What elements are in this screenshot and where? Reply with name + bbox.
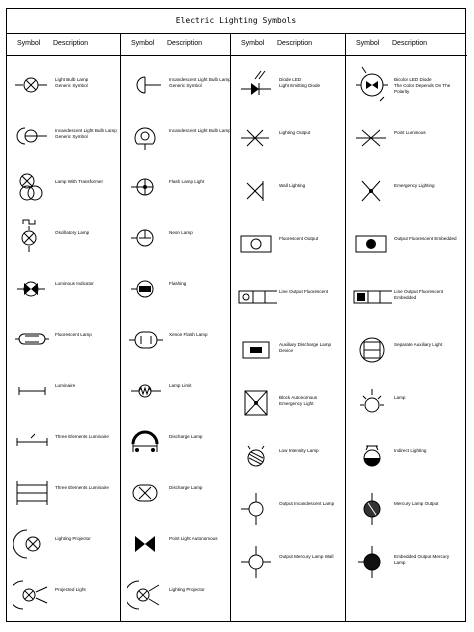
symbols-sheet <box>6 8 466 622</box>
auxiliary-discharge-lamp-device-icon <box>237 330 277 370</box>
symbol-description: Neon Lamp <box>169 230 193 235</box>
xenon-flash-lamp-icon <box>127 320 167 360</box>
symbol-description: Diode LED Light Emitting Diode <box>279 77 321 88</box>
symbol-row <box>231 218 345 269</box>
wall-lighting-icon <box>237 171 277 211</box>
three-elements-luminaire-2-icon <box>13 473 53 513</box>
luminaire-icon <box>13 371 53 411</box>
symbol-header: Symbol <box>131 40 155 47</box>
symbol-row <box>121 212 230 263</box>
output-incandescent-lamp-icon <box>237 489 277 529</box>
oscillatory-lamp-icon <box>13 218 53 258</box>
symbol-row <box>346 536 467 587</box>
symbol-row <box>121 314 230 365</box>
lighting-output-icon <box>237 118 277 158</box>
symbol-row <box>121 518 230 569</box>
symbol-description: Auxiliary Discharge Lamp Device <box>279 342 332 353</box>
symbol-description: Point Luminous <box>394 130 426 135</box>
diode-led-icon <box>237 65 277 105</box>
symbol-description: Indirect Lighting <box>394 448 427 453</box>
symbol-row <box>231 59 345 110</box>
symbol-description: Discharge Lamp <box>169 434 203 439</box>
symbol-row <box>346 218 467 269</box>
projected-light-icon <box>13 575 53 615</box>
description-header: Description <box>277 40 313 47</box>
symbol-row <box>7 416 120 467</box>
symbol-row <box>231 165 345 216</box>
neon-lamp-icon <box>127 218 167 258</box>
separate-auxiliary-light-icon <box>352 330 392 370</box>
bicolor-led-diode-icon <box>352 65 392 105</box>
symbol-row <box>346 430 467 481</box>
embedded-output-mercury-lamp-icon <box>352 542 392 582</box>
flashing-icon <box>127 269 167 309</box>
symbol-row <box>231 112 345 163</box>
symbol-description: Luminaire <box>55 383 76 388</box>
column-header <box>7 33 120 56</box>
symbol-row <box>231 536 345 587</box>
symbol-row <box>7 110 120 161</box>
symbol-description: Mercury Lamp Output <box>394 501 439 506</box>
symbol-description: Embedded Output Mercury Lamp <box>394 554 450 565</box>
mercury-lamp-output-icon <box>352 489 392 529</box>
symbol-description: Separate Auxiliary Light <box>394 342 443 347</box>
symbol-description: Line Output Fluorescent <box>279 289 329 294</box>
incandescent-bulb-lamp-icon <box>127 65 167 105</box>
symbol-description: Output Fluorescent Embedded <box>394 236 457 241</box>
symbol-row <box>7 59 120 110</box>
point-light-autonomous-icon <box>127 524 167 564</box>
symbol-row <box>7 518 120 569</box>
symbol-row <box>346 165 467 216</box>
line-output-fluorescent-icon <box>237 277 277 317</box>
symbol-description: Xenon Flash Lamp <box>169 332 208 337</box>
symbol-description: Line Output Fluorescent Embedded <box>394 289 444 300</box>
symbol-description: Low Intensity Lamp <box>279 448 319 453</box>
symbol-row <box>121 263 230 314</box>
symbol-header: Symbol <box>17 40 41 47</box>
title-text: Electric Lighting Symbols <box>175 16 297 25</box>
symbol-description: Discharge Lamp <box>169 485 203 490</box>
symbol-description: Light Bulb Lamp Generic Symbol <box>55 77 89 88</box>
low-intensity-lamp-icon <box>237 436 277 476</box>
flash-lamp-light-icon <box>127 167 167 207</box>
output-mercury-lamp-wall-icon <box>237 542 277 582</box>
page-title <box>7 9 465 34</box>
symbol-row <box>7 161 120 212</box>
symbol-row <box>231 483 345 534</box>
symbol-row <box>121 110 230 161</box>
symbol-description: Lamp With Transformer <box>55 179 103 184</box>
symbol-description: Output Mercury Lamp Wall <box>279 554 334 559</box>
point-luminous-icon <box>352 118 392 158</box>
symbol-row <box>7 263 120 314</box>
symbol-description: Luminous Indicator <box>55 281 94 286</box>
symbol-row <box>7 467 120 518</box>
symbol-description: Fluorescent Output <box>279 236 319 241</box>
symbol-row <box>121 59 230 110</box>
symbol-description: Output Incandescent Lamp <box>279 501 335 506</box>
symbol-row <box>231 271 345 322</box>
symbol-description: Flashing <box>169 281 187 286</box>
symbol-description: Incandescent Light Bulb Lamp Generic Symbol <box>55 128 117 139</box>
symbol-row <box>346 59 467 110</box>
symbol-row <box>346 324 467 375</box>
symbol-row <box>7 212 120 263</box>
symbol-row <box>231 377 345 428</box>
symbol-row <box>121 416 230 467</box>
description-header: Description <box>167 40 203 47</box>
symbol-header: Symbol <box>241 40 265 47</box>
symbol-row <box>121 467 230 518</box>
symbol-description: Block Autonomous Emergency Light <box>279 395 318 406</box>
symbol-description: Wall Lighting <box>279 183 306 188</box>
symbol-row <box>346 112 467 163</box>
symbol-description: Fluorescent Lamp <box>55 332 92 337</box>
symbol-description: Lighting Projector <box>55 536 91 541</box>
symbol-description: Incandescent Light Bulb Lamp <box>169 128 231 133</box>
symbol-description: Three Elements Luminaire <box>55 485 109 490</box>
column-2 <box>120 33 230 621</box>
lamp-limit-icon <box>127 371 167 411</box>
symbol-row <box>7 365 120 416</box>
symbol-description: Flash Lamp Light <box>169 179 205 184</box>
block-autonomous-emergency-light-icon <box>237 383 277 423</box>
description-header: Description <box>392 40 428 47</box>
symbol-description: Lamp <box>394 395 406 400</box>
description-header: Description <box>53 40 89 47</box>
discharge-lamp-icon <box>127 422 167 462</box>
line-output-fluorescent-embedded-icon <box>352 277 392 317</box>
symbol-description: Lighting Projector <box>169 587 205 592</box>
discharge-lamp-2-icon <box>127 473 167 513</box>
symbol-description: Incandescent Light Bulb Lamp Generic Symbol <box>169 77 231 88</box>
symbol-description: Projected Light <box>55 587 86 592</box>
symbol-row <box>346 483 467 534</box>
symbol-description: Point Light Autonomous <box>169 536 218 541</box>
symbol-row <box>121 569 230 620</box>
incandescent-bulb-lamp-2-icon <box>127 116 167 156</box>
column-4 <box>345 33 467 621</box>
indirect-lighting-icon <box>352 436 392 476</box>
symbol-row <box>346 377 467 428</box>
column-1 <box>7 33 120 621</box>
symbol-row <box>346 271 467 322</box>
lamp-icon <box>352 383 392 423</box>
column-header <box>346 33 467 56</box>
symbol-description: Emergency Lighting <box>394 183 435 188</box>
symbol-header: Symbol <box>356 40 380 47</box>
symbol-row <box>231 430 345 481</box>
fluorescent-output-icon <box>237 224 277 264</box>
symbol-row <box>7 569 120 620</box>
incandescent-bulb-lamp-generic-icon <box>13 116 53 156</box>
lamp-with-transformer-icon <box>13 167 53 207</box>
symbol-row <box>231 324 345 375</box>
incandescent-lamp-generic-icon <box>13 65 53 105</box>
lighting-projector-2-icon <box>127 575 167 615</box>
symbol-description: Three Elements Luminaire <box>55 434 109 439</box>
lighting-projector-icon <box>13 524 53 564</box>
emergency-lighting-icon <box>352 171 392 211</box>
fluorescent-lamp-icon <box>13 320 53 360</box>
three-elements-luminaire-icon <box>13 422 53 462</box>
symbol-description: Lamp Limit <box>169 383 192 388</box>
column-3 <box>230 33 345 621</box>
symbol-description: Bicolor LED Diode The Color Depends On The Polarity <box>394 77 451 94</box>
column-header <box>231 33 345 56</box>
symbol-row <box>121 161 230 212</box>
column-header <box>121 33 230 56</box>
symbol-row <box>7 314 120 365</box>
symbol-description: Oscillatory Lamp <box>55 230 90 235</box>
output-fluorescent-embedded-icon <box>352 224 392 264</box>
symbol-description: Lighting Output <box>279 130 311 135</box>
luminous-indicator-icon <box>13 269 53 309</box>
symbol-row <box>121 365 230 416</box>
